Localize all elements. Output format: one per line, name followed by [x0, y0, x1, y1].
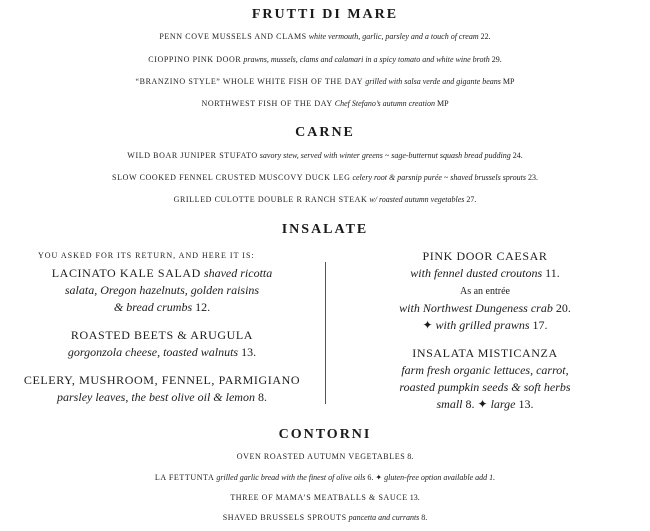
size-small: small [436, 397, 463, 411]
item-price: 13. [241, 345, 257, 359]
item-price: 17. [532, 318, 548, 332]
menu-item-misticanza [340, 345, 630, 413]
item-name: CELERY, MUSHROOM, FENNEL, PARMIGIANO [23, 373, 301, 387]
item-price: 23. [527, 173, 538, 182]
item-price: 13. [518, 397, 534, 411]
menu-item-fettunta [0, 470, 650, 485]
column-divider [325, 262, 326, 404]
item-desc: shaved ricotta [203, 266, 273, 280]
item-name: THREE OF MAMA’S MEATBALLS & SAUCE [230, 493, 408, 502]
item-desc: grilled with salsa verde and gigante beans [365, 77, 501, 86]
item-desc: roasted pumpkin seeds & soft herbs [399, 380, 571, 394]
item-desc: pancetta and currants [348, 513, 420, 522]
item-desc: savory stew, served with winter greens ~ sage-butternut squash bread pudding [259, 151, 511, 160]
menu-item-branzino [0, 74, 650, 89]
item-price: 29. [491, 55, 502, 64]
item-price: 8. [421, 513, 428, 522]
item-price: 13. [409, 493, 420, 502]
item-name: SHAVED BRUSSELS SPROUTS [222, 513, 347, 522]
item-price: 6. [367, 473, 374, 482]
menu-item-brussels [0, 510, 650, 525]
item-desc: prawns, mussels, clams and calamari in a spicy tomato and white wine broth [243, 55, 490, 64]
item-desc: with grilled prawns [435, 318, 530, 332]
item-desc: & bread crumbs [113, 300, 193, 314]
item-name: LA FETTUNTA [154, 473, 215, 482]
item-name: OVEN ROASTED AUTUMN VEGETABLES [236, 452, 406, 461]
item-desc: gorgonzola cheese, toasted walnuts [67, 345, 239, 359]
menu-item-vegetables [0, 449, 650, 464]
salad-right-column [340, 248, 630, 413]
menu-item-wild-boar [0, 148, 650, 163]
item-desc: with fennel dusted croutons [410, 266, 543, 280]
section-title-frutti: FRUTTI DI MARE [251, 7, 399, 22]
item-desc: white vermouth, garlic, parsley and a touch of cream [308, 32, 479, 41]
item-name: PENN COVE MUSSELS AND CLAMS [159, 32, 307, 41]
item-name: INSALATA MISTICANZA [412, 346, 558, 360]
section-title-insalate: INSALATE [281, 222, 369, 237]
entree-label: As an entrée [460, 286, 510, 297]
item-desc: w/ roasted autumn vegetables [369, 195, 465, 204]
item-name: CIOPPINO PINK DOOR [148, 55, 242, 64]
section-title-carne: CARNE [295, 125, 355, 140]
menu-item-kale [12, 265, 312, 316]
item-name: NORTHWEST FISH OF THE DAY [201, 99, 333, 108]
separator-icon: ✦ [375, 473, 383, 482]
item-name: “BRANZINO STYLE” WHOLE WHITE FISH OF THE DAY [135, 77, 364, 86]
item-price: 8. [407, 452, 414, 461]
item-name: PINK DOOR CAESAR [422, 249, 548, 263]
item-name: ROASTED BEETS & ARUGULA [70, 328, 254, 342]
menu-item-meatballs [0, 490, 650, 505]
item-price: 27. [466, 195, 477, 204]
item-desc: salata, Oregon hazelnuts, golden raisins [64, 283, 260, 297]
item-price: 8. [257, 390, 267, 404]
item-name: GRILLED CULOTTE DOUBLE R RANCH STEAK [173, 195, 368, 204]
item-name: WILD BOAR JUNIPER STUFATO [127, 151, 258, 160]
section-title-contorni: CONTORNI [278, 427, 372, 442]
item-name: LACINATO KALE SALAD [51, 266, 201, 280]
item-desc: grilled garlic bread with the finest of olive oils [216, 473, 366, 482]
item-extra: gluten-free option available add 1. [384, 473, 496, 482]
item-price: 24. [512, 151, 523, 160]
item-price: 12. [195, 300, 211, 314]
menu-item-duck-leg [0, 170, 650, 185]
item-price: 20. [555, 301, 571, 315]
separator-icon: ✦ [477, 397, 488, 411]
item-name: SLOW COOKED FENNEL CRUSTED MUSCOVY DUCK LEG [112, 173, 351, 182]
item-desc: farm fresh organic lettuces, carrot, [401, 363, 569, 377]
menu-item-caesar [340, 248, 630, 334]
menu-item-cioppino [0, 52, 650, 67]
item-desc: with Northwest Dungeness crab [399, 301, 553, 315]
item-desc: parsley leaves, the best olive oil & lemon [57, 390, 255, 404]
item-price: 8. [465, 397, 475, 411]
item-price: 11. [545, 266, 560, 280]
menu-item-steak [0, 192, 650, 207]
item-desc: Chef Stefano’s autumn creation [334, 99, 435, 108]
menu-item-mussels [0, 29, 650, 44]
menu-item-celery [12, 372, 312, 406]
menu-item-fish-of-day [0, 96, 650, 111]
separator-icon: ✦ [422, 318, 433, 332]
return-note: YOU ASKED FOR ITS RETURN, AND HERE IT IS: [38, 251, 255, 260]
item-desc: celery root & parsnip purée ~ shaved brussels sprouts [352, 173, 526, 182]
salad-left-column [12, 265, 312, 406]
size-large: large [490, 397, 516, 411]
item-price: 22. [480, 32, 491, 41]
menu-item-beets [12, 327, 312, 361]
item-price: MP [502, 77, 515, 86]
item-price: MP [436, 99, 449, 108]
